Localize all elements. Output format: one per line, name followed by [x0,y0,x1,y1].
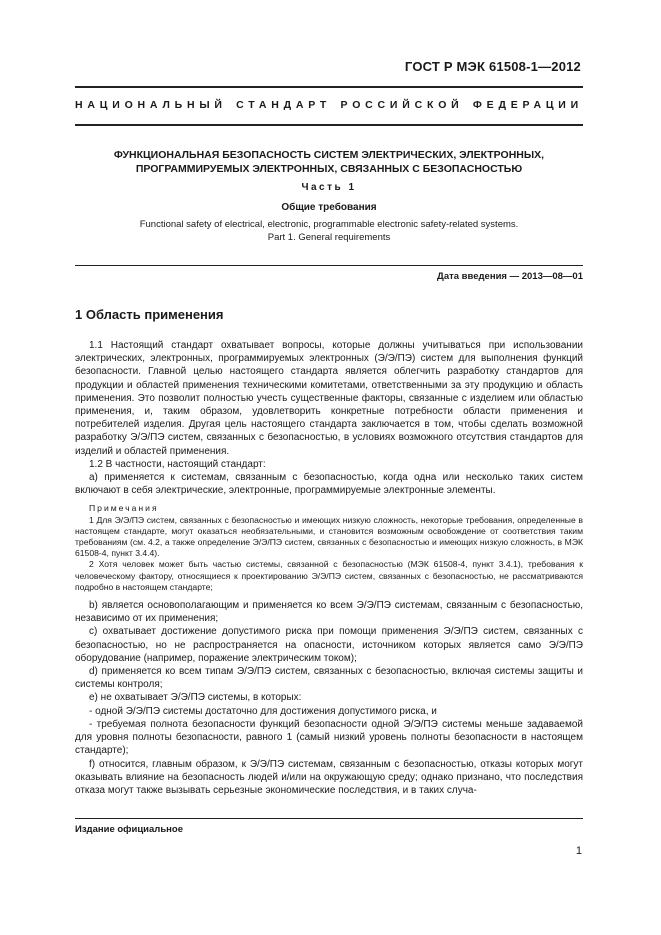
document-code: ГОСТ Р МЭК 61508-1—2012 [404,59,581,74]
page-number: 1 [575,845,582,857]
item-e-dash-2: - требуемая полнота безопасности функций безопасности одной Э/Э/ПЭ системы меньше задаваемой для уровня полноты безопасности, равного 1 (самый низкий уровень полноты безопасности в настоящем стандарте); [75,718,583,757]
note-1: 1 Для Э/Э/ПЭ систем, связанных с безопасностью и имеющих низкую сложность, некоторые требования, определенные в настоящем стандарте, могут оказаться необязательными, и становится возможным освобождение от соответствия таким требованиям (см. 4.2, а также определение Э/Э/ПЭ систем, связанных с безопасностью и имеющих низкую сложность, в МЭК 61508-4, пункт 3.4.4). [75,514,583,559]
national-standard-banner: НАЦИОНАЛЬНЫЙ СТАНДАРТ РОССИЙСКОЙ ФЕДЕРАЦИИ [75,99,583,111]
title-line-1: ФУНКЦИОНАЛЬНАЯ БЕЗОПАСНОСТЬ СИСТЕМ ЭЛЕКТРИЧЕСКИХ, ЭЛЕКТРОННЫХ, [113,149,545,161]
section-body [75,339,583,797]
document-subtitle: Общие требования [281,202,377,213]
notes-heading: Примечания [89,503,159,514]
paragraph-1-2: 1.2 В частности, настоящий стандарт: [89,458,266,470]
paragraph-1-1: 1.1 Настоящий стандарт охватывает вопросы, которые должны учитываться при использовании электрических, электронных, программируемых электронных (Э/Э/ПЭ) систем для выполнения функций безопасности. Главной целью настоящего стандарта является облегчить разработку стандартов для продукции и областей применения техническими комитетами, ответственными за эту продукцию и область применения. Это позволит полностью учесть существенные факторы, связанные с изделием или областью применения, и, таким образом, удовлетворить конкретные потребности области применения и потребителей изделия. Другая цель настоящего стандарта заключается в том, чтобы сделать возможной разработку Э/Э/ПЭ систем, связанных с безопасностью, в условиях возможного отсутствия стандартов для изделий и областей применения. [75,340,583,457]
item-a: а) применяется к системам, связанным с безопасностью, когда одна или несколько таких систем включают в себя электрические, электронные, программируемые электронные элементы. [75,472,583,497]
english-title-line-1: Functional safety of electrical, electronic, programmable electronic safety-related systems. [139,219,519,230]
title-line-2: ПРОГРАММИРУЕМЫХ ЭЛЕКТРОННЫХ, СВЯЗАННЫХ С БЕЗОПАСНОСТЬЮ [135,163,523,175]
title-rule [75,265,583,266]
item-f: f) относится, главным образом, к Э/Э/ПЭ системам, связанным с безопасностью, отказы которых могут оказывать влияние на безопасность людей и/или на окружающую среду; однако признано, что последствия отказа могут также вызывать серьезные экономические последствия, и в таких случа- [75,758,583,796]
footer-rule [75,818,583,819]
note-2: 2 Хотя человек может быть частью системы, связанной с безопасностью (МЭК 61508-4, пункт 3.4.1), требования к человеческому фактору, относящиеся к проектированию Э/Э/ПЭ систем, связанных с безопасностью, не рассматриваются подробно в настоящем стандарте; [75,559,583,592]
english-title-line-2: Part 1. General requirements [267,231,391,243]
item-d: d) применяется ко всем типам Э/Э/ПЭ систем, связанных с безопасностью, включая системы защиты и системы контроля; [75,666,583,691]
part-label: Часть 1 [301,182,357,193]
header-rule-top [75,86,583,88]
item-e-dash-1: - одной Э/Э/ПЭ системы достаточно для достижения допустимого риска, и [89,705,437,717]
official-edition-label: Издание официальное [75,824,183,835]
document-title [75,148,583,176]
english-title [75,219,583,244]
header-rule-bottom [75,124,583,126]
item-c: с) охватывает достижение допустимого риска при помощи применения Э/Э/ПЭ систем, связанных с безопасностью, но не распространяется на опасности, источником которых является само Э/Э/ПЭ оборудование (например, поражение электрическим током); [75,626,583,664]
introduction-date: Дата введения — 2013—08—01 [437,271,583,282]
item-b: b) является основополагающим и применяется ко всем Э/Э/ПЭ системам, связанным с безопасностью, независимо от их применения; [75,600,583,625]
section-heading: 1 Область применения [75,307,224,322]
notes-block [75,503,583,593]
item-e: е) не охватывает Э/Э/ПЭ системы, в которых: [89,692,302,704]
